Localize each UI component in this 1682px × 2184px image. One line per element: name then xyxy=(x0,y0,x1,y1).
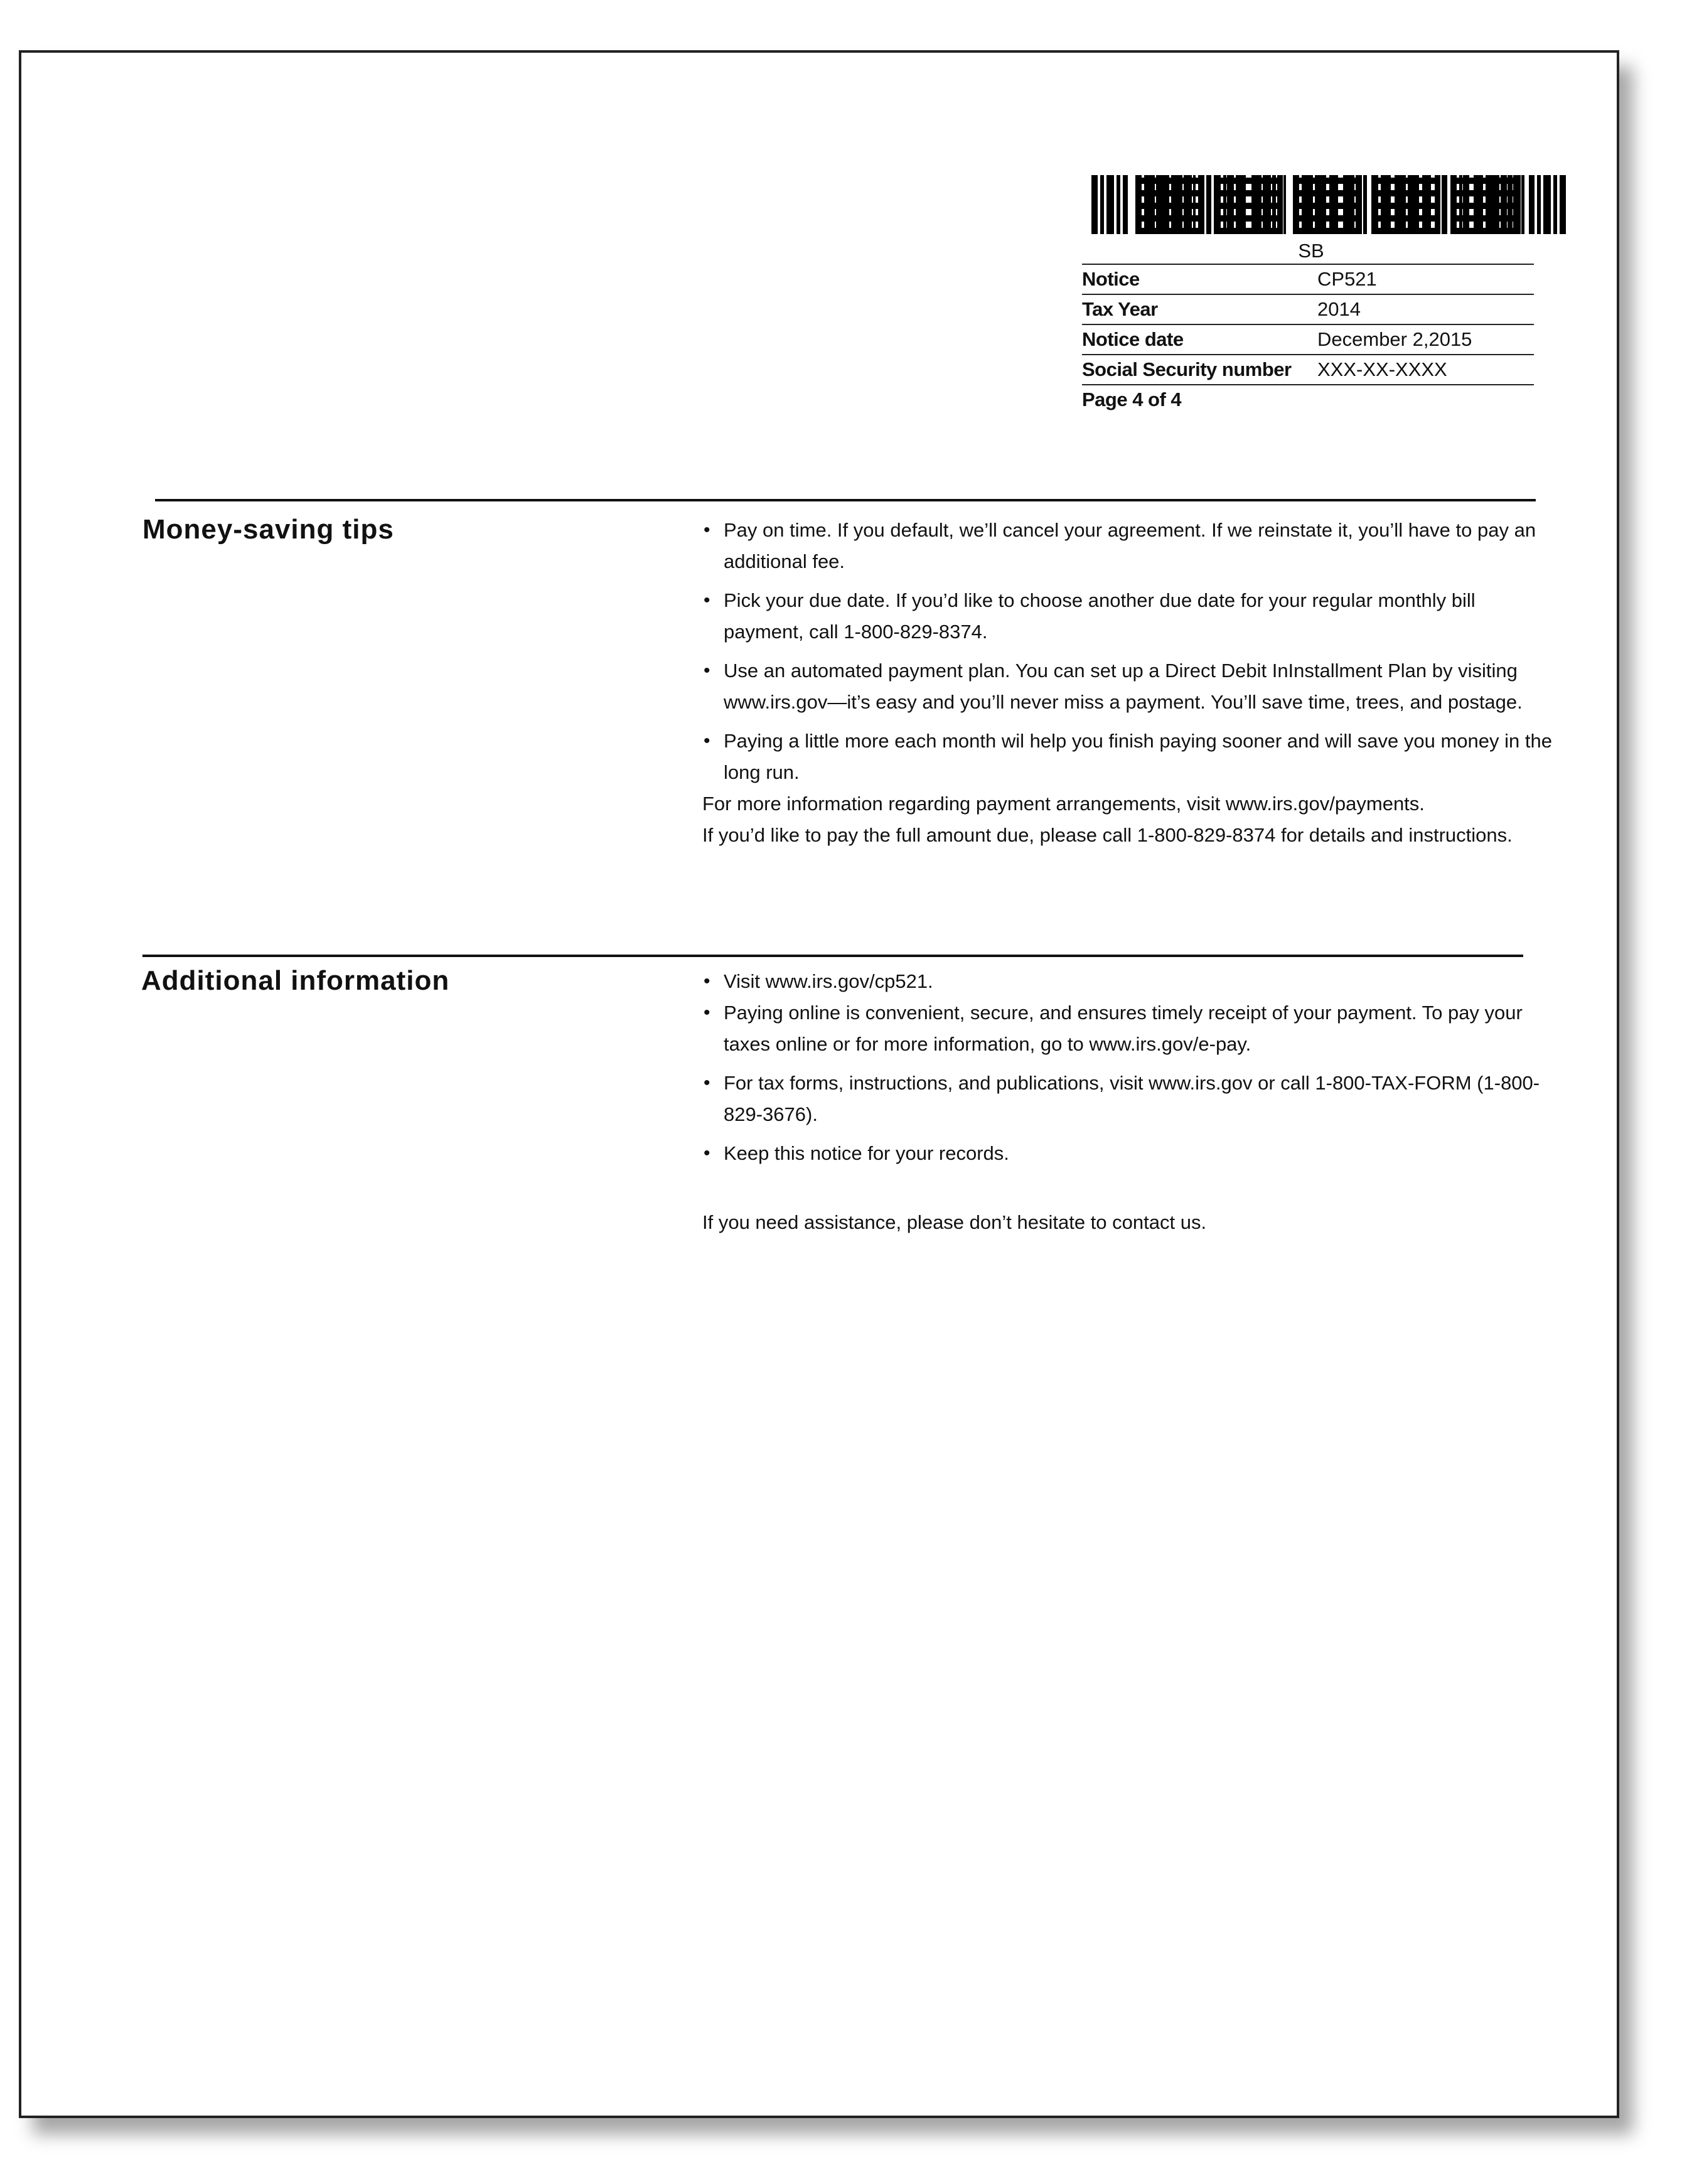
meta-label: Notice xyxy=(1082,268,1140,290)
tip-text: Pick your due date. If you’d like to choose another due date for your regular monthly bill payment, call 1-800-829-8374. xyxy=(724,589,1476,643)
closing-text: If you need assistance, please don’t hesitate to contact us. xyxy=(702,1211,1207,1233)
list-item xyxy=(702,585,1553,648)
bullet-icon: • xyxy=(704,1073,710,1093)
list-item xyxy=(702,1068,1553,1130)
full-payment-info: If you’d like to pay the full amount due, please call 1-800-829-8374 for details and instructions. xyxy=(702,824,1513,846)
meta-value: December 2,2015 xyxy=(1317,328,1472,350)
barcode xyxy=(1091,175,1568,234)
bullet-icon: • xyxy=(704,971,710,992)
bullet-icon: • xyxy=(704,1002,710,1023)
list-item xyxy=(702,515,1553,577)
list-item xyxy=(702,725,1553,788)
barcode-label: SB xyxy=(1082,238,1534,265)
page-label: Page 4 of 4 xyxy=(1082,388,1182,410)
additional-info-content xyxy=(702,966,1553,1238)
meta-label: Social Security number xyxy=(1082,358,1292,380)
meta-row-ssn xyxy=(1082,355,1534,385)
meta-label: Notice date xyxy=(1082,328,1184,350)
bullet-icon: • xyxy=(704,731,710,751)
bullet-icon: • xyxy=(704,590,710,611)
meta-value: CP521 xyxy=(1317,268,1377,290)
additional-info-title: Additional information xyxy=(141,965,450,996)
meta-row-notice xyxy=(1082,265,1534,295)
money-saving-title: Money-saving tips xyxy=(142,514,394,545)
list-item xyxy=(702,966,1553,997)
meta-value: 2014 xyxy=(1317,298,1361,320)
tip-text: Paying a little more each month wil help you finish paying sooner and will save you money in the long run. xyxy=(724,730,1552,783)
section-divider xyxy=(155,499,1536,501)
tip-text: Use an automated payment plan. You can set up a Direct Debit InInstallment Plan by visiting www.irs.gov—it’s easy and you’ll never miss a payment. You’ll save time, trees, and postage. xyxy=(724,660,1523,713)
list-item xyxy=(702,1138,1553,1169)
page-number xyxy=(1082,385,1534,414)
payments-info: For more information regarding payment arrangements, visit www.irs.gov/payments. xyxy=(702,793,1425,815)
bullet-icon: • xyxy=(704,660,710,681)
bullet-icon: • xyxy=(704,520,710,540)
meta-value: XXX-XX-XXXX xyxy=(1317,358,1447,380)
info-text: Paying online is convenient, secure, and ensures timely receipt of your payment. To pay your taxes online or for more information, go to www.irs.gov/e-pay. xyxy=(724,1002,1523,1055)
notice-page xyxy=(19,50,1619,2118)
money-saving-content xyxy=(702,515,1553,851)
meta-row-notice-date xyxy=(1082,325,1534,355)
info-text: For tax forms, instructions, and publications, visit www.irs.gov or call 1-800-TAX-FORM (1-800-829-3676). xyxy=(724,1072,1540,1125)
meta-label: Tax Year xyxy=(1082,298,1158,320)
tip-text: Pay on time. If you default, we’ll cancel your agreement. If we reinstate it, you’ll have to pay an additional fee. xyxy=(724,519,1536,572)
list-item xyxy=(702,655,1553,718)
notice-header xyxy=(1082,238,1534,414)
meta-row-tax-year xyxy=(1082,295,1534,325)
info-text: Visit www.irs.gov/cp521. xyxy=(724,970,933,992)
list-item xyxy=(702,997,1553,1060)
info-text: Keep this notice for your records. xyxy=(724,1142,1009,1164)
bullet-icon: • xyxy=(704,1143,710,1164)
section-divider xyxy=(142,955,1523,957)
